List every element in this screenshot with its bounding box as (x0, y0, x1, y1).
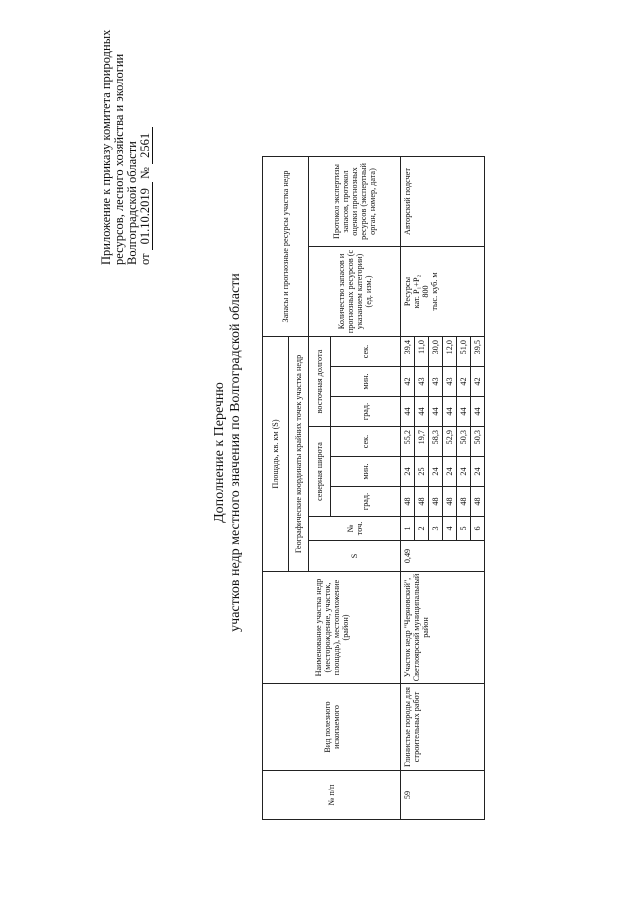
header-min-east: мин. (331, 367, 401, 397)
page-title (212, 0, 244, 905)
subsoil-table (262, 156, 485, 820)
number-label: № (138, 167, 152, 179)
header-date-line (139, 5, 153, 265)
qty-line-1: Ресурсы (403, 276, 412, 307)
east-deg: 44 (429, 397, 443, 427)
east-sec: 39,4 (401, 337, 415, 367)
east-min: 42 (471, 367, 485, 397)
header-line-3: Волгоградской области (125, 141, 139, 265)
header-area: Площадь, кв. км (S) (263, 337, 289, 572)
qty-line-2: кат. P₁+P₂ (412, 274, 421, 309)
header-sec-east: сек. (331, 337, 401, 367)
north-deg: 48 (443, 487, 457, 517)
header-deg-east: град. (331, 397, 401, 427)
north-min: 24 (457, 457, 471, 487)
point-number: 5 (457, 517, 471, 541)
north-sec: 55,2 (401, 427, 415, 457)
title-line-1: Дополнение к Перечню (212, 382, 227, 523)
north-deg: 48 (415, 487, 429, 517)
header-north-latitude: северная широта (309, 427, 331, 517)
north-min: 24 (471, 457, 485, 487)
east-sec: 51,0 (457, 337, 471, 367)
order-date: 01.10.2019 (139, 182, 153, 250)
east-min: 42 (457, 367, 471, 397)
reserve-quantity (401, 247, 485, 337)
header-s: S (309, 541, 401, 572)
point-number: 3 (429, 517, 443, 541)
header-deg: град. (331, 487, 401, 517)
approval-header (100, 5, 153, 265)
east-min: 43 (443, 367, 457, 397)
area-value: 0,49 (401, 541, 485, 572)
header-reserve-quantity: Количество запасов и прогнозных ресурсов (с указанием категории) (ед. изм.) (309, 247, 401, 337)
north-sec: 52,9 (443, 427, 457, 457)
north-deg: 48 (457, 487, 471, 517)
north-min: 24 (401, 457, 415, 487)
east-sec: 39,5 (471, 337, 485, 367)
header-line-2: ресурсов, лесного хозяйства и экологии (112, 53, 126, 265)
header-site-name: Наименование участка недр (месторождение, участок, площадь), местоположение (район) (263, 572, 401, 684)
north-deg: 48 (429, 487, 443, 517)
qty-line-3: 800 (421, 285, 430, 298)
north-min: 24 (429, 457, 443, 487)
header-protocol: Протокол экспертизы запасов, протокол оценки прогнозных ресурсов (экспертный орган, номер, дата) (309, 157, 401, 247)
table-row (401, 157, 415, 820)
north-sec: 19,7 (415, 427, 429, 457)
header-geo-coordinates: Географические координаты крайних точек участка недр (289, 337, 309, 572)
point-number: 2 (415, 517, 429, 541)
header-point-number: № точ. (309, 517, 401, 541)
header-sec: сек. (331, 427, 401, 457)
east-min: 43 (415, 367, 429, 397)
point-number: 6 (471, 517, 485, 541)
mineral-type: Глинистые породы для строительных работ (401, 684, 485, 771)
header-reserves: Запасы и прогнозные ресурсы участка недр (263, 157, 309, 337)
east-min: 42 (401, 367, 415, 397)
title-line-2: участков недр местного значения по Волгоградской области (228, 273, 243, 632)
east-deg: 44 (471, 397, 485, 427)
protocol: Авторский подсчет (401, 157, 485, 247)
header-row-number: № п/п (263, 771, 401, 820)
east-sec: 11,0 (415, 337, 429, 367)
point-number: 4 (443, 517, 457, 541)
north-min: 25 (415, 457, 429, 487)
row-number: 59 (401, 771, 485, 820)
header-line-1: Приложение к приказу комитета природных (99, 29, 113, 265)
point-number: 1 (401, 517, 415, 541)
header-mineral-type: Вид полезного ископаемого (263, 684, 401, 771)
north-sec: 50,3 (457, 427, 471, 457)
from-label: от (138, 253, 152, 265)
order-number: 2561 (139, 127, 153, 164)
east-sec: 12,0 (443, 337, 457, 367)
east-deg: 44 (401, 397, 415, 427)
east-deg: 44 (457, 397, 471, 427)
header-east-longitude: восточная долгота (309, 337, 331, 427)
north-min: 24 (443, 457, 457, 487)
north-sec: 50,3 (471, 427, 485, 457)
header-min: мин. (331, 457, 401, 487)
east-sec: 30,0 (429, 337, 443, 367)
north-deg: 48 (401, 487, 415, 517)
east-min: 43 (429, 367, 443, 397)
east-deg: 44 (415, 397, 429, 427)
north-deg: 48 (471, 487, 485, 517)
north-sec: 58,3 (429, 427, 443, 457)
east-deg: 44 (443, 397, 457, 427)
site-name: Участок недр "Черновский", Светлоярский муниципальный район (401, 572, 485, 684)
qty-line-4: тыс. куб. м (430, 272, 439, 311)
